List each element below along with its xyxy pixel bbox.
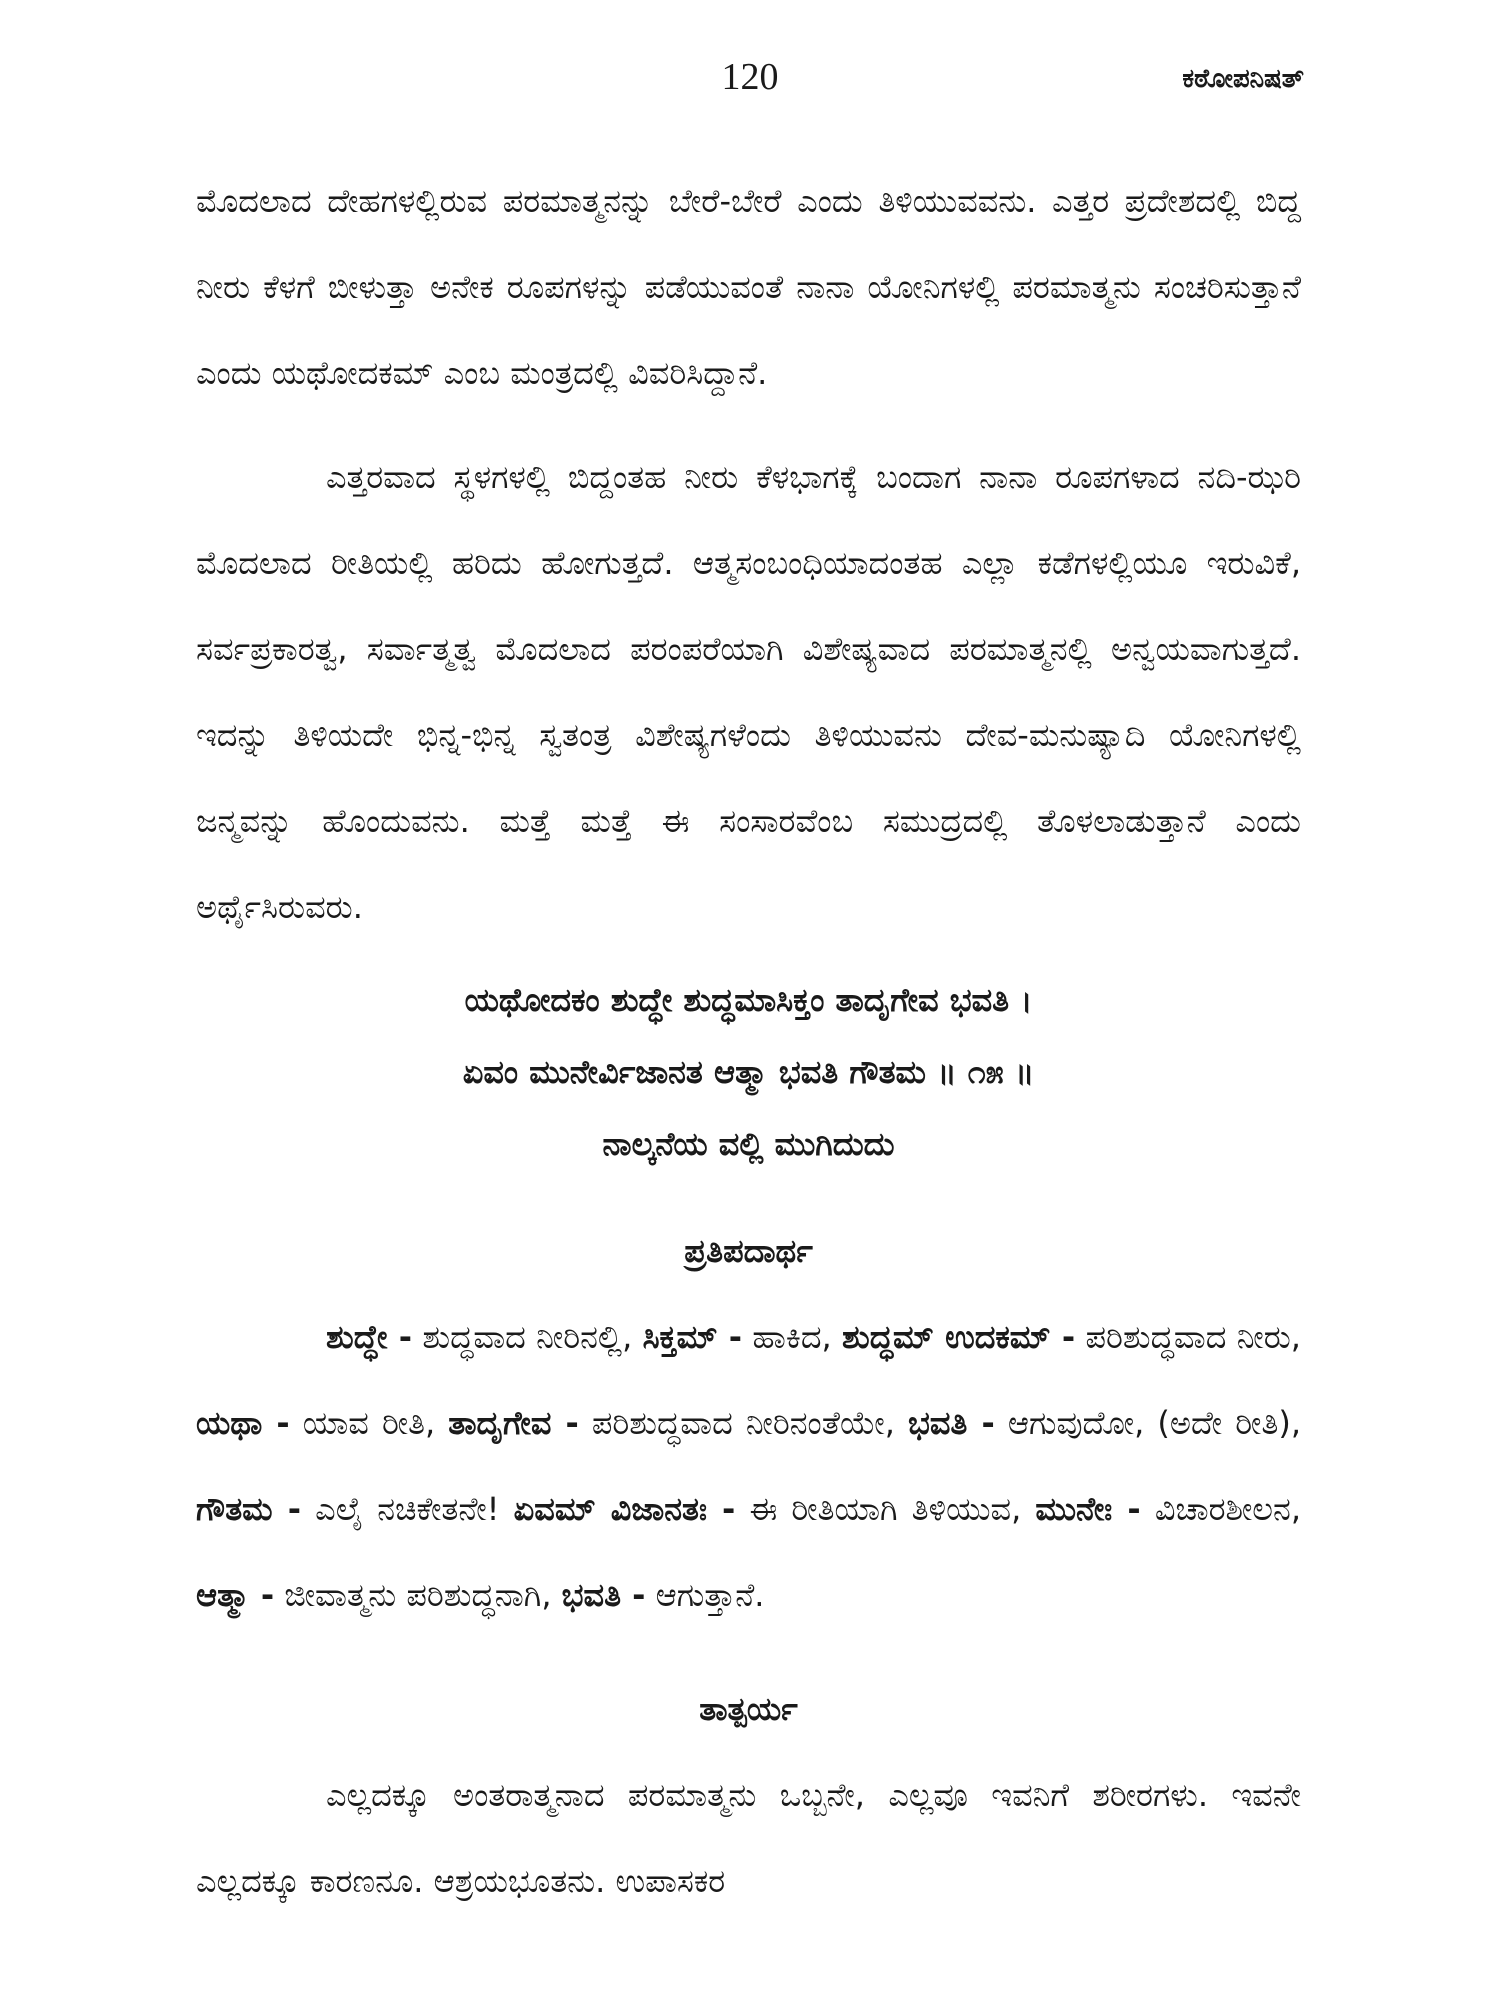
term: ಶುದ್ಧೇ - (326, 1318, 413, 1356)
page-number: 120 (721, 56, 779, 98)
meaning: ಜೀವಾತ್ಮನು ಪರಿಶುದ್ಧನಾಗಿ, (274, 1576, 562, 1614)
tatparya-heading: ತಾತ್ಪರ್ಯ (699, 1690, 798, 1728)
term: ಏವಮ್ ವಿಜಾನತಃ - (513, 1490, 736, 1528)
term: ಗೌತಮ - (196, 1490, 302, 1528)
pratipadartha-heading: ಪ್ರತಿಪದಾರ್ಥ (684, 1232, 813, 1270)
term: ಆತ್ಮಾ - (196, 1576, 275, 1614)
tatparya-paragraph: ಎಲ್ಲದಕ್ಕೂ ಅಂತರಾತ್ಮನಾದ ಪರಮಾತ್ಮನು ಒಬ್ಬನೇ, ಎಲ್ಲವೂ ಇವನಿಗೆ ಶರೀರಗಳು. ಇವನೇ ಎಲ್ಲದಕ್ಕೂ ಕಾರಣನೂ. ಆಶ್ರಯಭೂತನು. ಉಪಾಸಕರ (196, 1776, 1301, 1900)
meaning: ಪರಿಶುದ್ಧವಾದ ನೀರಿನಂತೆಯೇ, (578, 1404, 909, 1442)
meaning: ಪರಿಶುದ್ಧವಾದ ನೀರು, (1075, 1318, 1301, 1356)
meaning: ಈ ರೀತಿಯಾಗಿ ತಿಳಿಯುವ, (735, 1490, 1036, 1528)
paragraph-explanation: ಎತ್ತರವಾದ ಸ್ಥಳಗಳಲ್ಲಿ ಬಿದ್ದಂತಹ ನೀರು ಕೆಳಭಾಗಕ್ಕೆ ಬಂದಾಗ ನಾನಾ ರೂಪಗಳಾದ ನದಿ-ಝರಿ ಮೊದಲಾದ ರೀತಿಯಲ್ಲಿ ಹರಿದು ಹೋಗುತ್ತದೆ. ಆತ್ಮಸಂಬಂಧಿಯಾದಂತಹ ಎಲ್ಲಾ ಕಡೆಗಳಲ್ಲಿಯೂ ಇರುವಿಕೆ, ಸರ್ವಪ್ರಕಾರತ್ವ, ಸರ್ವಾತ್ಮತ್ವ ಮೊದಲಾದ ಪರಂಪರೆಯಾಗಿ ವಿಶೇಷ್ಯವಾದ ಪರಮಾತ್ಮನಲ್ಲಿ ಅನ್ವಯವಾಗುತ್ತದೆ. ಇದನ್ನು ತಿಳಿಯದೇ ಭಿನ್ನ-ಭಿನ್ನ ಸ್ವತಂತ್ರ ವಿಶೇಷ್ಯಗಳೆಂದು ತಿಳಿಯುವನು ದೇವ-ಮನುಷ್ಯಾದಿ ಯೋನಿಗಳಲ್ಲಿ ಜನ್ಮವನ್ನು ಹೊಂದುವನು. ಮತ್ತೆ ಮತ್ತೆ ಈ ಸಂಸಾರವೆಂಬ ಸಮುದ್ರದಲ್ಲಿ ತೊಳಲಾಡುತ್ತಾನೆ ಎಂದು ಅರ್ಥೈಸಿರುವರು. (196, 458, 1301, 926)
term: ಭವತಿ - (908, 1404, 995, 1442)
term: ಮುನೇಃ - (1035, 1490, 1141, 1528)
meaning: ಶುದ್ಧವಾದ ನೀರಿನಲ್ಲಿ, (412, 1318, 643, 1356)
verse-line-2: ಏವಂ ಮುನೇರ್ವಿಜಾನತ ಆತ್ಮಾ ಭವತಿ ಗೌತಮ ॥ ೧೫ ॥ (462, 1053, 1035, 1091)
paragraph-continuation: ಮೊದಲಾದ ದೇಹಗಳಲ್ಲಿರುವ ಪರಮಾತ್ಮನನ್ನು ಬೇರೆ-ಬೇರೆ ಎಂದು ತಿಳಿಯುವವನು. ಎತ್ತರ ಪ್ರದೇಶದಲ್ಲಿ ಬಿದ್ದ ನೀರು ಕೆಳಗೆ ಬೀಳುತ್ತಾ ಅನೇಕ ರೂಪಗಳನ್ನು ಪಡೆಯುವಂತೆ ನಾನಾ ಯೋನಿಗಳಲ್ಲಿ ಪರಮಾತ್ಮನು ಸಂಚರಿಸುತ್ತಾನೆ ಎಂದು ಯಥೋದಕಮ್ ಎಂಬ ಮಂತ್ರದಲ್ಲಿ ವಿವರಿಸಿದ್ದಾನೆ. (196, 182, 1301, 392)
term: ಯಥಾ - (196, 1404, 290, 1442)
meaning: ಯಾವ ರೀತಿ, (289, 1404, 449, 1442)
verse-block (196, 964, 1301, 1180)
meaning: ಹಾಕಿದ, (742, 1318, 842, 1356)
meaning: ವಿಚಾರಶೀಲನ, (1140, 1490, 1301, 1528)
word-meaning-paragraph (196, 1294, 1301, 1638)
section-end-note: ನಾಲ್ಕನೆಯ ವಲ್ಲಿ ಮುಗಿದುದು (602, 1125, 895, 1163)
term: ಸಿಕ್ತಮ್ - (642, 1318, 743, 1356)
running-title: ಕಠೋಪನಿಷತ್ (1182, 64, 1304, 94)
page-body (196, 158, 1301, 1924)
term: ತಾದೃಗೇವ - (448, 1404, 579, 1442)
verse-line-1: ಯಥೋದಕಂ ಶುದ್ಧೇ ಶುದ್ಧಮಾಸಿಕ್ತಂ ತಾದೃಗೇವ ಭವತಿ । (464, 981, 1033, 1019)
meaning: ಎಲೈ ನಚಿಕೇತನೇ! (301, 1490, 514, 1528)
meaning: ಆಗುತ್ತಾನೆ. (645, 1576, 765, 1614)
term: ಶುದ್ಧಮ್ ಉದಕಮ್ - (842, 1318, 1076, 1356)
term: ಭವತಿ - (561, 1576, 646, 1614)
meaning: ಆಗುವುದೋ, (ಅದೇ ರೀತಿ), (994, 1404, 1301, 1442)
